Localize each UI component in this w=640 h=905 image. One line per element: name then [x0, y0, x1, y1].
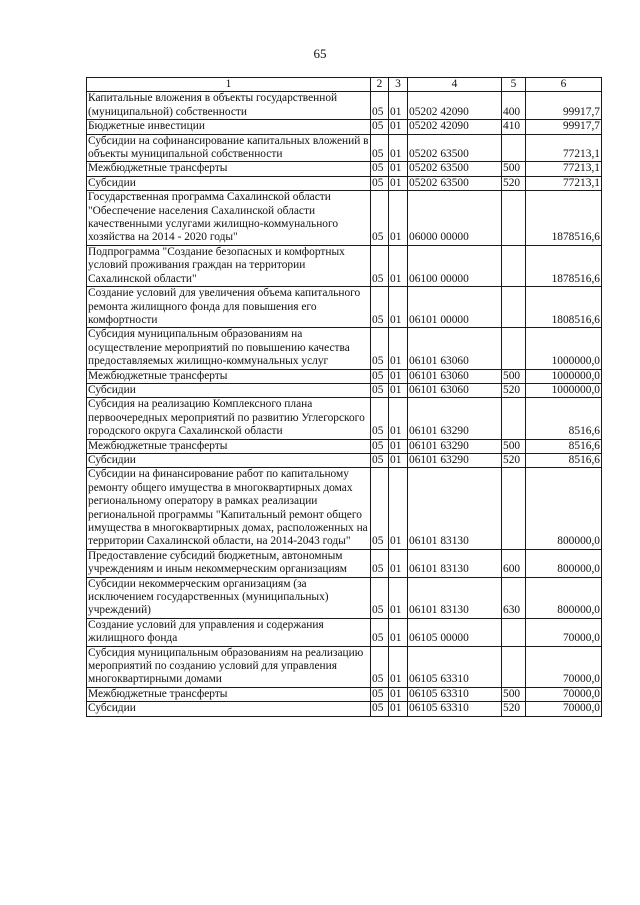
table-row: [87, 245, 602, 286]
row-expense-type: 520: [502, 176, 526, 190]
row-section: 05: [371, 702, 389, 716]
row-amount: 800000,0: [526, 549, 602, 577]
header-col-target-article: 4: [408, 78, 502, 92]
row-name: Межбюджетные трансферты: [87, 439, 371, 453]
row-section: 05: [371, 287, 389, 328]
row-target-article: 06101 63290: [408, 398, 502, 439]
header-col-subsection: 3: [389, 78, 408, 92]
row-section: 05: [371, 453, 389, 467]
row-subsection: 01: [389, 439, 408, 453]
row-name: Межбюджетные трансферты: [87, 162, 371, 176]
row-expense-type: 500: [502, 687, 526, 701]
row-name: Создание условий для увеличения объема капитального ремонта жилищного фонда для повышения его комфортности: [87, 287, 371, 328]
header-col-amount: 6: [526, 78, 602, 92]
table-header: [87, 78, 602, 92]
row-amount: 1808516,6: [526, 287, 602, 328]
row-subsection: 01: [389, 618, 408, 646]
row-name: Межбюджетные трансферты: [87, 369, 371, 383]
row-expense-type: 630: [502, 577, 526, 618]
row-expense-type: [502, 646, 526, 687]
row-section: 05: [371, 176, 389, 190]
table-row: [87, 134, 602, 162]
row-expense-type: [502, 618, 526, 646]
row-amount: 1878516,6: [526, 191, 602, 246]
row-amount: 77213,1: [526, 176, 602, 190]
row-target-article: 06100 00000: [408, 245, 502, 286]
row-expense-type: 600: [502, 549, 526, 577]
row-expense-type: 500: [502, 369, 526, 383]
row-target-article: 06101 83130: [408, 549, 502, 577]
row-target-article: 06105 00000: [408, 618, 502, 646]
row-section: 05: [371, 439, 389, 453]
table-row: [87, 191, 602, 246]
row-name: Субсидия муниципальным образованиям на осуществление мероприятий по повышению качества предоставляемых жилищно-коммунальных услуг: [87, 328, 371, 369]
row-section: 05: [371, 328, 389, 369]
row-section: 05: [371, 618, 389, 646]
row-expense-type: [502, 398, 526, 439]
row-amount: 8516,6: [526, 453, 602, 467]
row-amount: 77213,1: [526, 134, 602, 162]
row-expense-type: 520: [502, 383, 526, 397]
row-expense-type: [502, 134, 526, 162]
row-target-article: 06101 63060: [408, 383, 502, 397]
table-row: [87, 577, 602, 618]
row-subsection: 01: [389, 468, 408, 549]
row-name: Субсидии: [87, 383, 371, 397]
table-row: [87, 369, 602, 383]
row-target-article: 06101 83130: [408, 577, 502, 618]
table-row: [87, 120, 602, 134]
table-row: [87, 92, 602, 120]
row-section: 05: [371, 120, 389, 134]
row-amount: 800000,0: [526, 468, 602, 549]
row-subsection: 01: [389, 245, 408, 286]
row-section: 05: [371, 646, 389, 687]
row-section: 05: [371, 577, 389, 618]
table-row: [87, 398, 602, 439]
row-name: Подпрограмма "Создание безопасных и комфортных условий проживания граждан на территории Сахалинской области": [87, 245, 371, 286]
row-expense-type: 500: [502, 439, 526, 453]
budget-table: [86, 77, 602, 717]
row-amount: 1000000,0: [526, 369, 602, 383]
table-row: [87, 687, 602, 701]
row-subsection: 01: [389, 287, 408, 328]
row-name: Предоставление субсидий бюджетным, автономным учреждениям и иным некоммерческим организациям: [87, 549, 371, 577]
row-amount: 70000,0: [526, 687, 602, 701]
table-row: [87, 618, 602, 646]
row-expense-type: 520: [502, 453, 526, 467]
row-subsection: 01: [389, 369, 408, 383]
row-section: 05: [371, 549, 389, 577]
row-subsection: 01: [389, 134, 408, 162]
table-body: [87, 92, 602, 716]
row-amount: 8516,6: [526, 439, 602, 453]
row-subsection: 01: [389, 398, 408, 439]
row-section: 05: [371, 245, 389, 286]
row-subsection: 01: [389, 328, 408, 369]
row-name: Субсидии на финансирование работ по капитальному ремонту общего имущества в многоквартирных домах региональному оператору в рамках реализации региональной программы "Капитальный ремонт общего имущества в многоквартирных домах, расположенных на территории Сахалинской области, на 2014-2043 годы": [87, 468, 371, 549]
row-section: 05: [371, 398, 389, 439]
row-name: Государственная программа Сахалинской области "Обеспечение населения Сахалинской области качественными услугами жилищно-коммунального хозяйства на 2014 - 2020 годы": [87, 191, 371, 246]
row-subsection: 01: [389, 92, 408, 120]
row-name: Субсидия на реализацию Комплексного плана первоочередных мероприятий по развитию Углегорского городского округа Сахалинской области: [87, 398, 371, 439]
row-expense-type: 520: [502, 702, 526, 716]
row-name: Субсидии на софинансирование капитальных вложений в объекты муниципальной собственности: [88, 134, 369, 161]
row-target-article: 05202 63500: [408, 134, 502, 162]
row-subsection: 01: [389, 702, 408, 716]
row-amount: 1878516,6: [526, 245, 602, 286]
header-col-section: 2: [371, 78, 389, 92]
table-row: [87, 453, 602, 467]
header-row: [87, 78, 602, 92]
row-amount: 99917,7: [526, 120, 602, 134]
row-expense-type: [502, 287, 526, 328]
row-target-article: 05202 42090: [408, 120, 502, 134]
row-section: 05: [371, 369, 389, 383]
row-subsection: 01: [389, 120, 408, 134]
table-row: [87, 328, 602, 369]
row-target-article: 06101 83130: [408, 468, 502, 549]
row-amount: 99917,7: [526, 92, 602, 120]
row-name: Субсидии некоммерческим организациям (за исключением государственных (муниципальных) учреждений): [87, 577, 371, 618]
row-subsection: 01: [389, 646, 408, 687]
table-row: [87, 287, 602, 328]
row-target-article: 05202 42090: [408, 92, 502, 120]
row-target-article: 06101 63290: [408, 439, 502, 453]
row-subsection: 01: [389, 577, 408, 618]
row-section: 05: [371, 191, 389, 246]
table-row: [87, 702, 602, 716]
header-col-expense-type: 5: [502, 78, 526, 92]
row-section: 05: [371, 162, 389, 176]
row-section: 05: [371, 383, 389, 397]
row-amount: 70000,0: [526, 702, 602, 716]
header-col-name: 1: [87, 78, 371, 92]
row-target-article: 06000 00000: [408, 191, 502, 246]
table-row: [87, 176, 602, 190]
row-amount: 70000,0: [526, 618, 602, 646]
row-name: Бюджетные инвестиции: [87, 120, 371, 134]
row-amount: 1000000,0: [526, 328, 602, 369]
row-subsection: 01: [389, 191, 408, 246]
row-subsection: 01: [389, 176, 408, 190]
row-expense-type: [502, 468, 526, 549]
row-target-article: 06101 63060: [408, 328, 502, 369]
row-target-article: 05202 63500: [408, 176, 502, 190]
row-name: Субсидии: [87, 176, 371, 190]
row-name: Межбюджетные трансферты: [87, 687, 371, 701]
table-row: [87, 549, 602, 577]
row-subsection: 01: [389, 453, 408, 467]
row-expense-type: 400: [502, 92, 526, 120]
row-name: Субсидии: [87, 453, 371, 467]
row-subsection: 01: [389, 162, 408, 176]
row-name: Капитальные вложения в объекты государственной (муниципальной) собственности: [87, 92, 371, 120]
table-row: [87, 162, 602, 176]
row-target-article: 06105 63310: [408, 646, 502, 687]
row-section: 05: [371, 468, 389, 549]
row-section: 05: [371, 92, 389, 120]
table-row: [87, 646, 602, 687]
row-subsection: 01: [389, 383, 408, 397]
row-name: Субсидии: [87, 702, 371, 716]
row-amount: 70000,0: [526, 646, 602, 687]
row-amount: 800000,0: [526, 577, 602, 618]
page-number: 65: [313, 46, 327, 61]
row-target-article: 06105 63310: [408, 687, 502, 701]
row-target-article: 06105 63310: [408, 702, 502, 716]
row-section: 05: [371, 134, 389, 162]
row-amount: 77213,1: [526, 162, 602, 176]
row-expense-type: [502, 245, 526, 286]
row-amount: 1000000,0: [526, 383, 602, 397]
row-expense-type: 410: [502, 120, 526, 134]
row-target-article: 06101 63060: [408, 369, 502, 383]
row-name: Субсидия муниципальным образованиям на реализацию мероприятий по созданию условий для управления многоквартирными домами: [87, 646, 371, 687]
row-target-article: 05202 63500: [408, 162, 502, 176]
row-expense-type: [502, 191, 526, 246]
row-subsection: 01: [389, 549, 408, 577]
row-subsection: 01: [389, 687, 408, 701]
row-section: 05: [371, 687, 389, 701]
table-row: [87, 439, 602, 453]
row-target-article: 06101 00000: [408, 287, 502, 328]
row-expense-type: [502, 328, 526, 369]
table-row: [87, 383, 602, 397]
row-name: Создание условий для управления и содержания жилищного фонда: [87, 618, 371, 646]
table-row: [87, 468, 602, 549]
row-amount: 8516,6: [526, 398, 602, 439]
row-target-article: 06101 63290: [408, 453, 502, 467]
row-expense-type: 500: [502, 162, 526, 176]
